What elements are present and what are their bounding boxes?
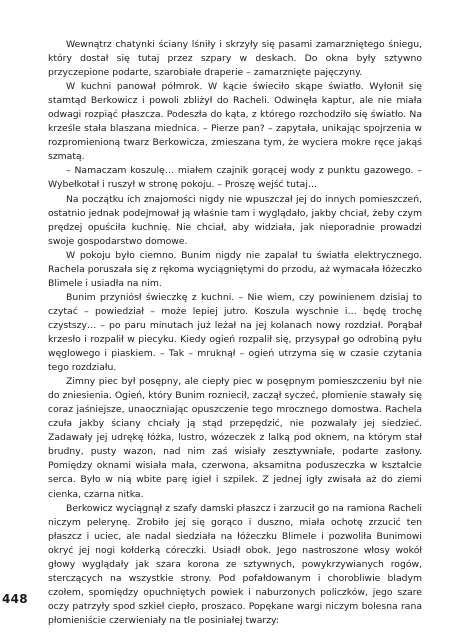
paragraph: W pokoju było ciemno. Bunim nigdy nie zapalał tu światła elektrycznego. Rachela poruszała się z rękoma wyciągniętymi do przodu, aż wymacała łóżeczko Blimele i usiadła na nim.	[48, 249, 422, 289]
paragraph: Berkowicz wyciągnął z szafy damski płaszcz i zarzucił go na ramiona Racheli niczym pelerynę. Zrobiło jej się gorąco i duszno, miała ochotę zrzucić ten płaszcz i uciec, ale nadal siedziała na łóżeczku Blimele i pozwoliła Bunimowi okryć jej nogi kołderką córeczki. Usiadł obok. Jego nastroszone włosy wokół głowy wyglądały jak szara korona ze sztywnych, powykrzywianych rogów, sterczących na wszystkie strony. Pod pofałdowanym i chorobliwie bladym czołem, spomiędzy opuchniętych powiek i naburzonych policzków, jego szare oczy patrzyły spod szkieł ciepło, proszaco. Popękane wargi niczym bolesna rana płomieniście czerwieniały na tle posiniałej twarzy:	[48, 502, 422, 626]
paragraph: – Namaczam koszulę… miałem czajnik gorącej wody z punktu gazowego. – Wybełkotał i ruszył w stronę pokoju. – Proszę wejść tutaj…	[48, 165, 422, 191]
paragraph: Zimny piec był posępny, ale ciepły piec w posępnym pomieszczeniu był nie do zniesienia. Ogień, który Bunim rozniecił, zaczął syczeć, płomienie stawały się coraz jaśniejsze, unaoczniając opuszczenie tego mrocznego domostwa. Rachela czuła jakby ściany chciały ją stąd przepędzić, nie pozwalały jej siedzieć. Zadawały jej udrękę łóżka, lustro, wózeczek z lalką pod oknem, na którym stał brudny, pusty wazon, nad nim zaś wisiały zesztywniałe, podarte zasłony. Pomiędzy oknami wisiała mała, czerwona, aksamitna poduszeczka w kształcie serca. Było w nią wbite parę igieł i szpilek. Z jednej igły zwisała aż do ziemi cienka, czarna nitka.	[48, 376, 422, 500]
paragraph: Na początku ich znajomości nigdy nie wpuszczał jej do innych pomieszczeń, ostatnio jednak podejmował ją właśnie tam i wyglądało, jakby chciał, żeby czym prędzej opuściła kuchnię. Nie chciał, aby widziała, jak nieporadnie prowadzi swoje gospodarstwo domowe.	[48, 193, 422, 247]
body-text	[48, 38, 422, 628]
paragraph: W kuchni panował półmrok. W kącie świeciło skąpe światło. Wyłonił się stamtąd Berkowicz i powoli zbliżył do Racheli. Odwinęła kaptur, ale nie miała odwagi rozpiąć płaszcza. Podeszła do kąta, z którego rozchodziło się światło. Na krześle stała blaszana miednica. – Pierze pan? – zapytała, unikając spojrzenia w rozpromienioną twarz Berkowicza, zmieszana tym, że wyciera mokre ręce jakąś szmatą.	[48, 81, 422, 163]
paragraph: Bunim przyniósł świeczkę z kuchni. – Nie wiem, czy powinienem dzisiaj to czytać – powiedział – może lepiej jutro. Koszula wyschnie i… będę trochę czystszy… – po paru minutach już leżał na jej kolanach nowy rozdział. Porąbał krzesło i rozpalił w piecyku. Kiedy ogień rozpalił się, przysypał go odrobiną pyłu węglowego i piaskiem. – Tak – mruknął – ogień utrzyma się w czasie czytania tego rozdziału.	[48, 291, 422, 374]
page-number: 448	[2, 592, 28, 606]
paragraph: Wewnątrz chatynki ściany lśniły i skrzyły się pasami zamarzniętego śniegu, który dostał się tutaj przez szpary w deskach. Do okna były sztywno przyczepione podarte, szarobiałe draperie – zamarznięte pajęczyny.	[48, 39, 422, 79]
